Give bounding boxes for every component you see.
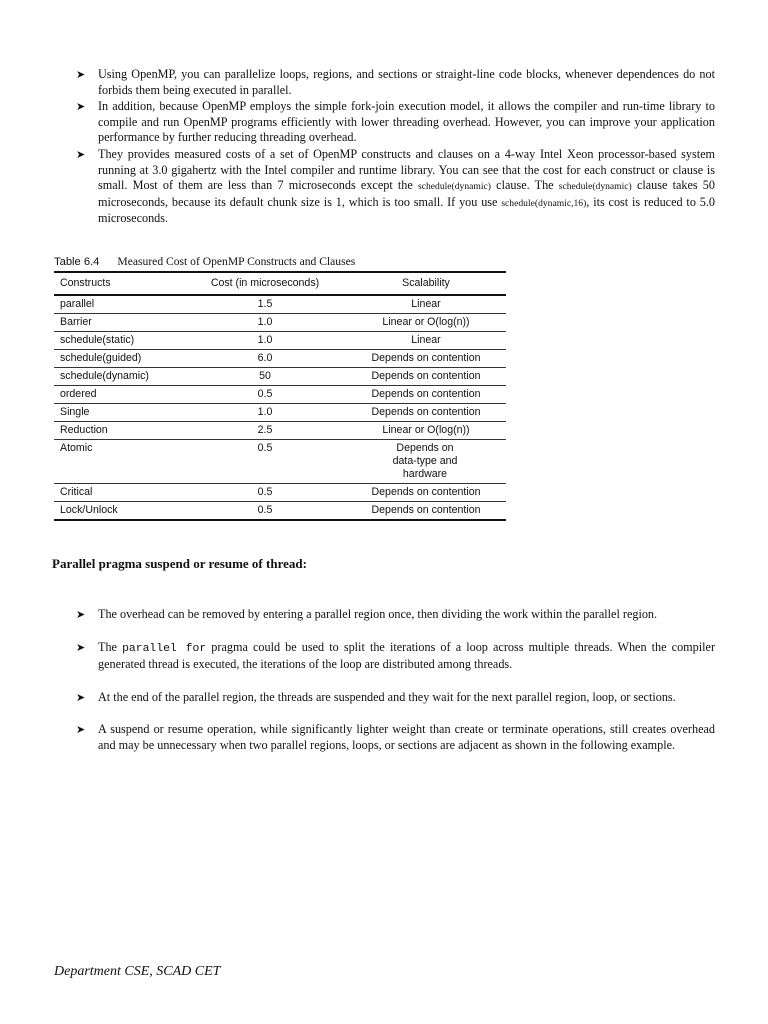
construct-cell: schedule(guided) bbox=[54, 350, 184, 368]
list-item bbox=[52, 640, 715, 673]
bullet-text: A suspend or resume operation, while significantly lighter weight than create or terminate operations, still creates overhead and may be unnecessary when two parallel regions, loops, or sections are adjacent as shown in the following example. bbox=[98, 722, 715, 752]
suspend-resume-bullet-list bbox=[52, 607, 715, 771]
inline-code: parallel for bbox=[122, 642, 207, 655]
bullet-text-part: , its cost is reduced to 5.0 microseconds. bbox=[98, 194, 715, 226]
cost-cell: 50 bbox=[184, 368, 344, 386]
table-row bbox=[54, 484, 506, 502]
list-item bbox=[52, 147, 715, 227]
bullet-text-part: pragma could be used to split the iterations of a loop across multiple threads. When the compiler generated thread is executed, the iterations of the loop are distributed among threads. bbox=[98, 639, 716, 672]
table-label: Table 6.4 bbox=[54, 256, 100, 268]
table-row bbox=[54, 440, 506, 484]
table-title: Measured Cost of OpenMP Constructs and Clauses bbox=[117, 255, 356, 268]
bullet-text-part: The bbox=[98, 639, 123, 654]
bullet-text: The overhead can be removed by entering a parallel region once, then dividing the work within the parallel region. bbox=[98, 607, 658, 621]
scalability-cell: Depends on contention bbox=[344, 368, 506, 386]
construct-cell: Barrier bbox=[54, 314, 184, 332]
table-row bbox=[54, 422, 506, 440]
construct-cell: Atomic bbox=[54, 440, 184, 484]
scalability-cell: Linear or O(log(n)) bbox=[344, 422, 506, 440]
bullet-text: At the end of the parallel region, the threads are suspended and they wait for the next parallel region, loop, or sections. bbox=[98, 689, 676, 704]
cost-cell: 1.0 bbox=[184, 332, 344, 350]
table-row bbox=[54, 332, 506, 350]
arrowhead-bullet-icon: ➤ bbox=[76, 147, 86, 161]
intro-bullet-list bbox=[52, 67, 715, 228]
scalability-cell: Depends on contention bbox=[344, 404, 506, 422]
column-header-scalability: Scalability bbox=[344, 272, 506, 295]
arrowhead-bullet-icon: ➤ bbox=[76, 640, 86, 654]
table-header-row bbox=[54, 272, 506, 295]
table-row bbox=[54, 404, 506, 422]
page-footer: Department CSE, SCAD CET bbox=[54, 964, 221, 979]
list-item bbox=[52, 99, 715, 146]
table-caption bbox=[54, 255, 355, 268]
section-heading: Parallel pragma suspend or resume of thread: bbox=[52, 556, 307, 571]
construct-cell: parallel bbox=[54, 295, 184, 314]
cost-cell: 1.5 bbox=[184, 295, 344, 314]
scalability-cell: Linear or O(log(n)) bbox=[344, 314, 506, 332]
construct-cell: Lock/Unlock bbox=[54, 502, 184, 521]
cost-cell: 0.5 bbox=[184, 386, 344, 404]
inline-code: schedule(dynamic) bbox=[417, 181, 491, 193]
bullet-text-part: clause. The bbox=[490, 178, 559, 193]
bullet-text-part: clause takes 50 microseconds, because its default chunk size is 1, which is too small. If you use bbox=[98, 178, 715, 209]
cost-cell: 6.0 bbox=[184, 350, 344, 368]
arrowhead-bullet-icon: ➤ bbox=[76, 608, 86, 621]
cost-cell: 1.0 bbox=[184, 404, 344, 422]
inline-code: schedule(dynamic) bbox=[558, 181, 632, 193]
cost-cell: 0.5 bbox=[184, 440, 344, 484]
scalability-cell: Depends on data-type and hardware bbox=[344, 440, 506, 484]
column-header-constructs: Constructs bbox=[54, 272, 184, 295]
scalability-cell: Linear bbox=[344, 295, 506, 314]
construct-cell: schedule(static) bbox=[54, 332, 184, 350]
construct-cell: Critical bbox=[54, 484, 184, 502]
table-row bbox=[54, 502, 506, 521]
arrowhead-bullet-icon: ➤ bbox=[76, 690, 86, 704]
table-row bbox=[54, 350, 506, 368]
bullet-text-part: They provides measured costs of a set of OpenMP constructs and clauses on a 4-way Intel Xeon processor-based system running at 3.0 gigahertz with the Intel compiler and runtime library. You can see that the cost for each construct or clause is small. Most of them are less than 7 microseconds except the bbox=[98, 146, 715, 193]
table-row bbox=[54, 314, 506, 332]
construct-cell: schedule(dynamic) bbox=[54, 368, 184, 386]
bullet-text: Using OpenMP, you can parallelize loops, regions, and sections or straight-line code blocks, whenever dependences do not forbids them being executed in parallel. bbox=[98, 67, 715, 97]
arrowhead-bullet-icon: ➤ bbox=[76, 68, 86, 81]
list-item bbox=[52, 722, 715, 753]
openmp-cost-table bbox=[54, 271, 506, 521]
construct-cell: Single bbox=[54, 404, 184, 422]
construct-cell: Reduction bbox=[54, 422, 184, 440]
arrowhead-bullet-icon: ➤ bbox=[76, 723, 86, 737]
construct-cell: ordered bbox=[54, 386, 184, 404]
table-row bbox=[54, 386, 506, 404]
cost-cell: 0.5 bbox=[184, 484, 344, 502]
arrowhead-bullet-icon: ➤ bbox=[76, 100, 86, 114]
list-item bbox=[52, 690, 715, 706]
scalability-cell: Depends on contention bbox=[344, 350, 506, 368]
scalability-cell: Depends on contention bbox=[344, 484, 506, 502]
cost-cell: 1.0 bbox=[184, 314, 344, 332]
table-row bbox=[54, 295, 506, 314]
table-row bbox=[54, 368, 506, 386]
column-header-cost: Cost (in microseconds) bbox=[184, 272, 344, 295]
inline-code: schedule(dynamic,16) bbox=[501, 197, 587, 209]
scalability-cell: Linear bbox=[344, 332, 506, 350]
scalability-cell: Depends on contention bbox=[344, 502, 506, 521]
bullet-text: In addition, because OpenMP employs the simple fork-join execution model, it allows the compiler and run-time library to compile and run OpenMP programs efficiently with lower threading overhead. However, you can improve your application performance by further reducing threading overhead. bbox=[98, 99, 715, 145]
cost-cell: 2.5 bbox=[184, 422, 344, 440]
list-item bbox=[52, 607, 715, 623]
cost-cell: 0.5 bbox=[184, 502, 344, 521]
list-item bbox=[52, 67, 715, 98]
scalability-cell: Depends on contention bbox=[344, 386, 506, 404]
